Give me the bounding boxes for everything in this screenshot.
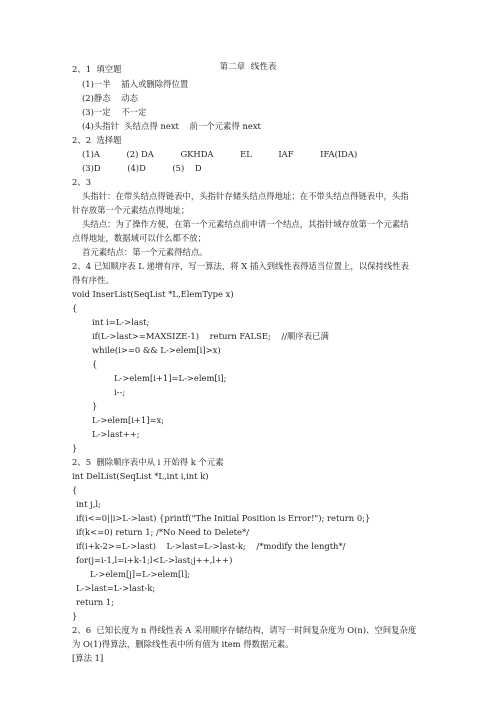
text-line: int DelList(SeqList *L,int i,int k) xyxy=(72,471,209,481)
text-line: 2、5 删除顺序表中从 i 开始得 k 个元素 xyxy=(72,457,224,467)
text-line: L->elem[i+1]=x; xyxy=(92,415,165,425)
text-line: L->elem[j]=L->elem[l]; xyxy=(90,569,191,579)
text-line: (4)头指针 头结点得 next 前一个元素得 next xyxy=(82,121,261,131)
text-line: 2、1 填空题 xyxy=(72,64,122,74)
text-line: 首元素结点：第一个元素得结点。 xyxy=(82,247,208,257)
text-line: 得有序性。 xyxy=(72,275,114,285)
text-line: (3)D (4)D (5) D xyxy=(82,163,202,173)
text-line: 头指针：在带头结点得链表中，头指针存储头结点得地址；在不带头结点得链表中，头指 xyxy=(82,191,409,201)
text-line: return 1; xyxy=(76,597,114,607)
text-line: (1)一半 插入或删除得位置 xyxy=(82,79,189,89)
text-line: 为 O(1)得算法，删除线性表中所有值为 item 得数据元素。 xyxy=(72,639,294,649)
text-line: int i=L->last; xyxy=(92,317,150,327)
text-line: L->last++; xyxy=(92,429,140,439)
text-line: if(L->last>=MAXSIZE-1) return FALSE; //顺序表已满 xyxy=(92,331,329,341)
text-line: for(j=i-1,l=i+k-1;l<L->last;j++,l++) xyxy=(76,555,233,565)
text-line: 头结点：为了操作方便，在第一个元素结点前申请一个结点，其指针域存放第一个元素结 xyxy=(82,219,409,229)
text-line: if(i+k-2>=L->last) L->last=L->last-k; /*modify the length*/ xyxy=(76,541,346,551)
text-line: 2、2 选择题 xyxy=(72,135,122,145)
text-line: int j,l; xyxy=(76,499,101,509)
text-line: if(k<=0) return 1; /*No Need to Delete*/ xyxy=(76,527,250,537)
text-line: [算法 1] xyxy=(72,653,104,663)
text-line: i--; xyxy=(114,387,126,397)
text-line: { xyxy=(72,485,78,495)
text-line: L->elem[i+1]=L->elem[i]; xyxy=(114,373,227,383)
text-line: (1)A (2) DA GKHDA EL IAF IFA(IDA) xyxy=(82,149,358,159)
text-line: { xyxy=(72,303,78,313)
text-line: 2、6 已知长度为 n 得线性表 A 采用顺序存储结构，请写一时间复杂度为 O(n)、空间复杂度 xyxy=(72,625,417,635)
page-title: 第二章 线性表 xyxy=(219,62,277,72)
text-line: (2)静态 动态 xyxy=(82,93,139,103)
text-line: (3)一定 不一定 xyxy=(82,107,147,117)
text-line: } xyxy=(92,401,98,411)
text-line: L->last=L->last-k; xyxy=(76,583,156,593)
text-line: 2、3 xyxy=(72,177,92,187)
text-line: void InserList(SeqList *L,ElemType x) xyxy=(72,289,234,299)
text-line: 2、4 已知顺序表 L 递增有序，写一算法，将 X 插入到线性表得适当位置上，以保持线性表 xyxy=(72,261,409,271)
text-line: while(i>=0 && L->elem[i]>x) xyxy=(92,345,221,355)
text-line: 针存放第一个元素结点得地址； xyxy=(72,205,190,215)
text-line: { xyxy=(92,359,98,369)
text-line: if(i<=0||i>L->last) {printf("The Initial Position is Error!"); return 0;} xyxy=(76,513,371,523)
text-line: } xyxy=(72,443,78,453)
text-line: } xyxy=(72,611,78,621)
text-line: 点得地址，数据域可以什么都不放； xyxy=(72,233,206,243)
